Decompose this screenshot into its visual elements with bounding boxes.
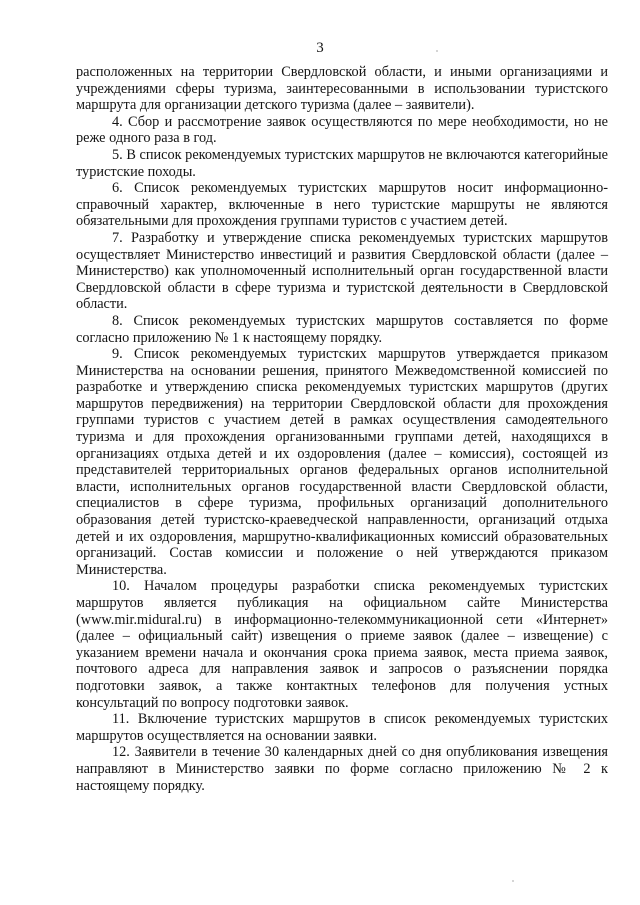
paragraph-item-12: 12. Заявители в течение 30 календарных дней со дня опубликования извещения направляют в Министерство заявки по форме согласно приложению № 2 к настоящему порядку. <box>76 744 608 794</box>
paragraph-item-7: 7. Разработку и утверждение списка рекомендуемых туристских маршрутов осуществляет Министерство инвестиций и развития Свердловской области (далее – Министерство) как уполномоченный исполнительный орган государственной власти Свердловской области в сфере туризма и туристской деятельности в Свердловской области. <box>76 229 608 313</box>
paragraph-item-10: 10. Началом процедуры разработки списка рекомендуемых туристских маршрутов является публикация на официальном сайте Министерства (www.mir.midural.ru) в информационно-телекоммуникационной сети «Интернет» (далее – официальный сайт) извещения о приеме заявок (далее – извещение) с указанием времени начала и окончания срока приема заявок, места приема заявок, почтового адреса для направления заявок и запросов о разъяснении порядка подготовки заявок, а также контактных телефонов для получения устных консультаций по вопросу подготовки заявок. <box>76 578 608 711</box>
paragraph-item-9: 9. Список рекомендуемых туристских маршрутов утверждается приказом Министерства на основании решения, принятого Межведомственной комиссией по разработке и утверждению списка рекомендуемых туристских маршрутов (других маршрутов передвижения) на территории Свердловской области для прохождения группами туристов с участием детей в рамках осуществления самодеятельного туризма и для прохождения организованными группами детей, находящихся в организациях отдыха детей и их оздоровления (далее – комиссия), состоящей из представителей территориальных органов федеральных органов исполнительной власти, исполнительных органов государственной власти Свердловской области, специалистов в сфере туризма, профильных организаций дополнительного образования детей туристско-краеведческой направленности, организаций отдыха детей и их оздоровления, маршрутно-квалификационных комиссий образовательных организаций. Состав комиссии и положение о ней утверждаются приказом Министерства. <box>76 346 608 578</box>
document-body <box>76 64 608 794</box>
paragraph-item-11: 11. Включение туристских маршрутов в список рекомендуемых туристских маршрутов осуществляется на основании заявки. <box>76 711 608 744</box>
paragraph-item-5: 5. В список рекомендуемых туристских маршрутов не включаются категорийные туристские походы. <box>76 146 608 180</box>
paragraph-item-4: 4. Сбор и рассмотрение заявок осуществляются по мере необходимости, но не реже одного раза в год. <box>76 113 608 147</box>
paragraph-item-8: 8. Список рекомендуемых туристских маршрутов составляется по форме согласно приложению № 1 к настоящему порядку. <box>76 312 608 346</box>
scan-speck <box>512 880 514 882</box>
page-number: 3 <box>316 40 324 56</box>
paragraph-continuation: расположенных на территории Свердловской области, и иными организациями и учреждениями сферы туризма, заинтересованными в использовании туристского маршрута для организации детского туризма (далее – заявители). <box>76 64 608 114</box>
paragraph-item-6: 6. Список рекомендуемых туристских маршрутов носит информационно-справочный характер, включенные в него туристские маршруты не являются обязательными для прохождения группами туристов с участием детей. <box>76 180 608 230</box>
scan-speck <box>436 50 438 52</box>
